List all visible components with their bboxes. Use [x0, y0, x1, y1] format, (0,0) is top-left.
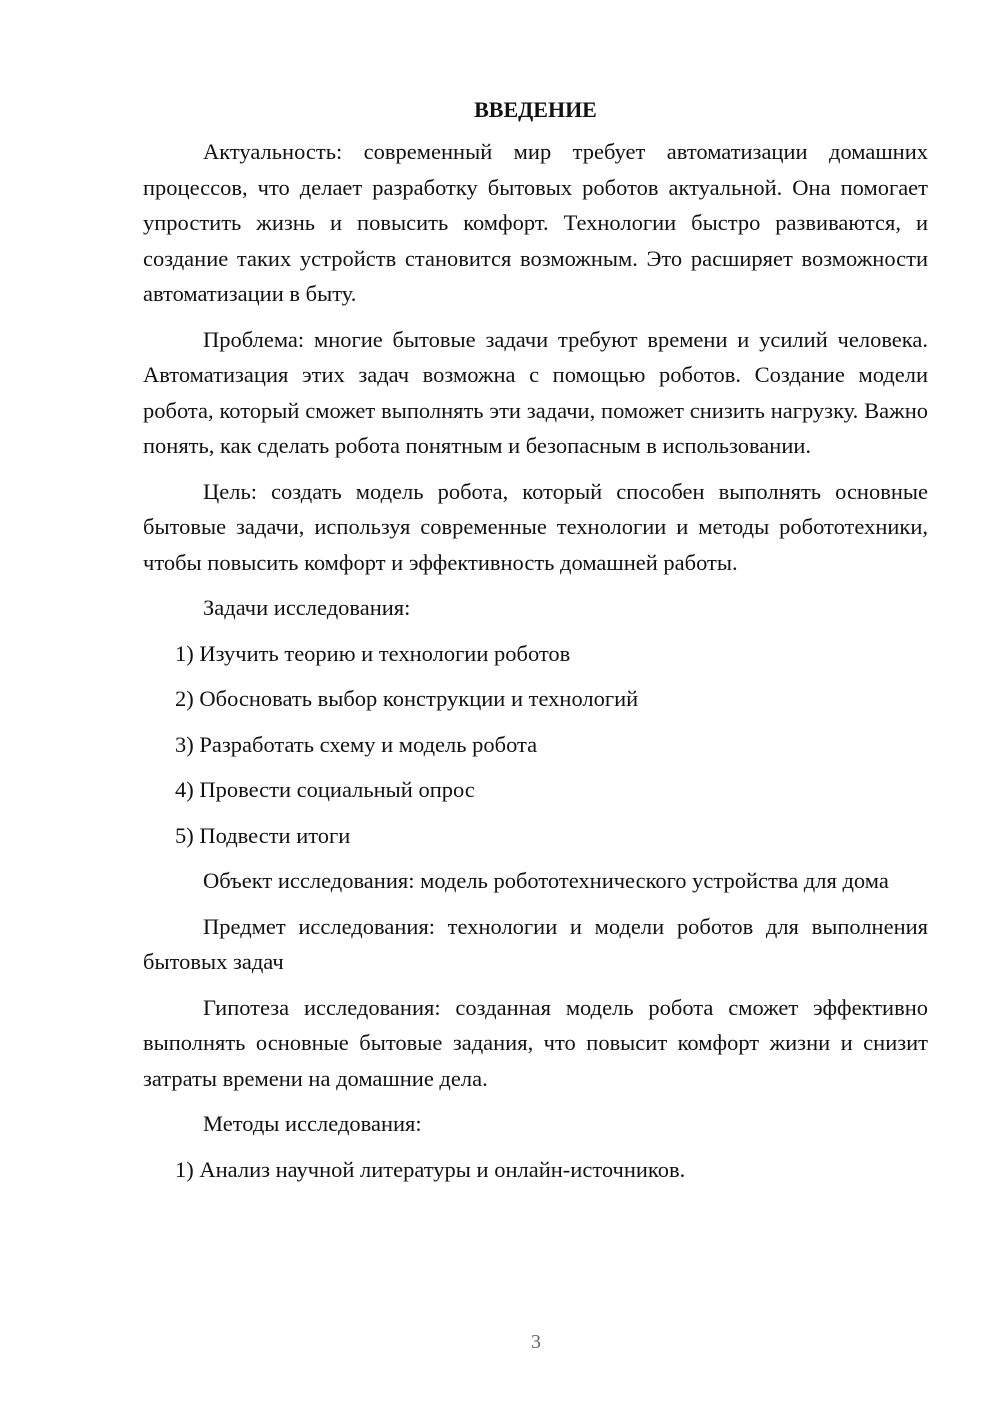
methods-heading: Методы исследования:	[203, 1111, 422, 1136]
paragraph-goal: Цель: создать модель робота, который способен выполнять основные бытовые задачи, используя современные технологии и методы робототехники, чтобы повысить комфорт и эффективность домашней работы.	[143, 478, 928, 575]
page-title: ВВЕДЕНИЕ	[474, 97, 597, 122]
tasks-heading: Задачи исследования:	[203, 595, 411, 620]
paragraph-hypothesis: Гипотеза исследования: созданная модель робота сможет эффективно выполнять основные бытовые задания, что повысит комфорт жизни и снизит затраты времени на домашние дела.	[143, 994, 928, 1091]
tasks-list	[143, 636, 928, 854]
list-item: 1) Изучить теорию и технологии роботов	[175, 640, 571, 666]
list-item: 2) Обосновать выбор конструкции и технологий	[175, 686, 639, 711]
paragraph-object: Объект исследования: модель робототехнического устройства для дома	[203, 868, 889, 893]
paragraph-problem: Проблема: многие бытовые задачи требуют времени и усилий человека. Автоматизация этих задач возможна с помощью роботов. Создание модели робота, который сможет выполнять эти задачи, поможет снизить нагрузку. Важно понять, как сделать робота понятным и безопасным в использовании.	[143, 326, 928, 458]
paragraph-subject: Предмет исследования: технологии и модели роботов для выполнения бытовых задач	[143, 913, 928, 974]
methods-list	[143, 1152, 928, 1188]
document-page	[143, 92, 928, 1197]
list-item: 5) Подвести итоги	[175, 822, 351, 848]
paragraph-relevance: Актуальность: современный мир требует автоматизации домашних процессов, что делает разработку бытовых роботов актуальной. Она помогает упростить жизнь и повысить комфорт. Технологии быстро развиваются, и создание таких устройств становится возможным. Это расширяет возможности автоматизации в быту.	[143, 139, 928, 306]
list-item: 4) Провести социальный опрос	[175, 777, 475, 802]
list-item: 1) Анализ научной литературы и онлайн-источников.	[175, 1156, 686, 1182]
page-number: 3	[531, 1331, 541, 1353]
list-item: 3) Разработать схему и модель робота	[175, 731, 538, 757]
